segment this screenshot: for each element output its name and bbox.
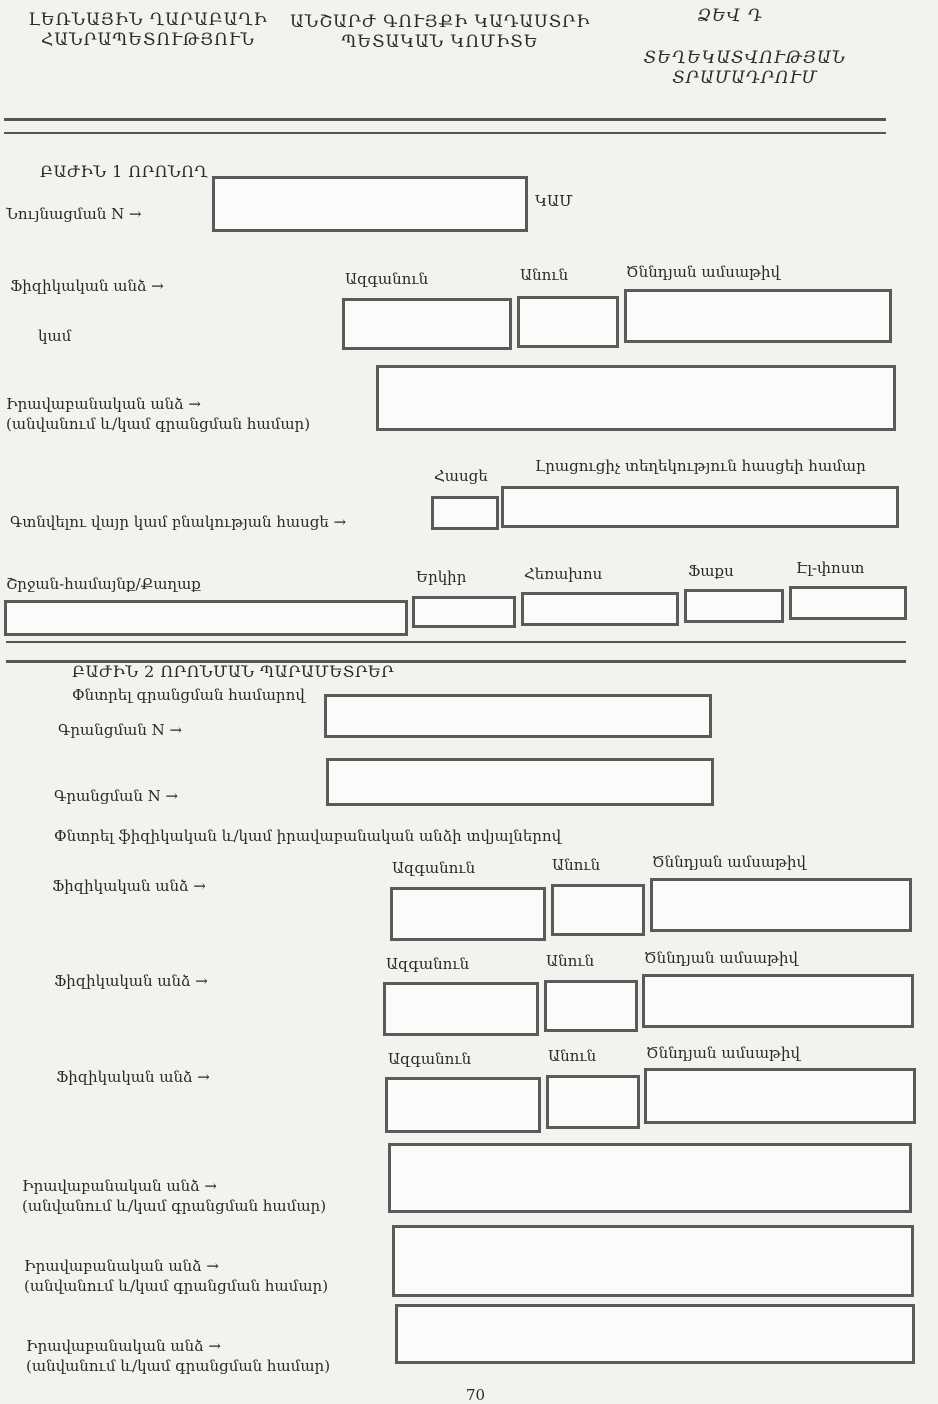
- s2-birthdate-field-2[interactable]: [642, 974, 914, 1028]
- address-extra-field[interactable]: [501, 486, 899, 528]
- section-divider-top: [6, 641, 906, 643]
- or-small-label: կամ: [38, 327, 72, 345]
- phone-field[interactable]: [521, 592, 679, 626]
- s1-legal-label: [6, 394, 310, 434]
- s1-legal-label-line2: (անվանում և/կամ գրանցման համար): [6, 415, 311, 433]
- s2-legal-label-1: [22, 1176, 326, 1216]
- s2-legal-label-2-line1: Իրավաբանական անձ →: [24, 1257, 219, 1275]
- s2-surname-field-1[interactable]: [390, 887, 546, 941]
- s2-surname-header-2: Ազգանուն: [386, 955, 470, 973]
- s2-surname-field-3[interactable]: [385, 1077, 541, 1133]
- s2-legal-label-1-line1: Իրավաբանական անձ →: [22, 1177, 217, 1195]
- page-number: 70: [466, 1386, 486, 1404]
- reg-number-field-2[interactable]: [326, 758, 714, 806]
- header-divider-bottom: [4, 132, 886, 134]
- s1-person-label: Ֆիզիկական անձ →: [10, 277, 164, 295]
- community-field[interactable]: [4, 600, 408, 636]
- form-title-line2: ՏՐԱՄԱԴՐՈՒՄ: [672, 68, 818, 88]
- s2-legal-label-3-line1: Իրավաբանական անձ →: [26, 1337, 221, 1355]
- s2-name-field-3[interactable]: [546, 1075, 640, 1129]
- s1-name-field[interactable]: [517, 296, 619, 348]
- s2-legal-label-1-line2: (անվանում և/կամ գրանցման համար): [22, 1197, 327, 1215]
- or-caps-label: ԿԱՄ: [535, 192, 573, 210]
- s2-legal-label-3-line2: (անվանում և/կամ գրանցման համար): [26, 1357, 331, 1375]
- form-code: ՁԵՎ Դ: [697, 6, 763, 26]
- id-number-field[interactable]: [212, 176, 528, 232]
- form-title: [630, 48, 860, 88]
- address-header: Հասցե: [434, 467, 488, 485]
- s2-name-field-1[interactable]: [551, 884, 645, 936]
- address-extra-header: Լրացուցիչ տեղեկություն հասցեի համար: [535, 457, 866, 475]
- issuer-country-line1: ԼԵՌՆԱՅԻՆ ՂԱՐԱԲԱՂԻ: [28, 10, 268, 30]
- s2-birthdate-header-3: Ծննդյան ամսաթիվ: [646, 1044, 800, 1062]
- s2-person-label-3: Ֆիզիկական անձ →: [56, 1068, 210, 1086]
- s2-legal-entity-field-1[interactable]: [388, 1143, 912, 1213]
- s1-birthdate-field[interactable]: [624, 289, 892, 343]
- s1-surname-header: Ազգանուն: [345, 270, 429, 288]
- section2-title: ԲԱԺԻՆ 2 ՈՐՈՆՄԱՆ ՊԱՐԱՄԵՏՐԵՐ: [72, 662, 395, 681]
- s2-name-header-1: Անուն: [552, 856, 601, 874]
- s1-surname-field[interactable]: [342, 298, 512, 350]
- issuer-agency: [290, 12, 590, 52]
- section1-title: ԲԱԺԻՆ 1 ՈՐՈՆՈՂ: [40, 162, 209, 181]
- reg-number-field-1[interactable]: [324, 694, 712, 738]
- s2-person-label-1: Ֆիզիկական անձ →: [52, 877, 206, 895]
- fax-header: Ֆաքս: [688, 562, 734, 580]
- email-header: Էլ-փոստ: [796, 559, 865, 577]
- header-divider-top: [4, 118, 886, 121]
- s2-name-header-2: Անուն: [546, 952, 595, 970]
- fax-field[interactable]: [684, 589, 784, 623]
- s2-birthdate-header-2: Ծննդյան ամսաթիվ: [644, 949, 798, 967]
- s1-birthdate-header: Ծննդյան ամսաթիվ: [626, 263, 780, 281]
- s2-legal-entity-field-3[interactable]: [395, 1304, 915, 1364]
- phone-header: Հեռախոս: [524, 565, 603, 583]
- reg-number-label-2: Գրանցման N →: [54, 787, 179, 805]
- s2-legal-label-3: [26, 1336, 330, 1376]
- issuer-country: [18, 10, 278, 50]
- s1-legal-entity-field[interactable]: [376, 365, 896, 431]
- address-field[interactable]: [431, 496, 499, 530]
- s2-surname-header-3: Ազգանուն: [388, 1050, 472, 1068]
- search-by-person-label: Փնտրել ֆիզիկական և/կամ իրավաբանական անձի տվյալներով: [54, 827, 562, 845]
- s2-birthdate-field-1[interactable]: [650, 878, 912, 932]
- form-title-line1: ՏԵՂԵԿԱՏՎՈՒԹՅԱՆ: [643, 48, 847, 68]
- s2-legal-label-2-line2: (անվանում և/կամ գրանցման համար): [24, 1277, 329, 1295]
- s2-person-label-2: Ֆիզիկական անձ →: [54, 972, 208, 990]
- s2-birthdate-header-1: Ծննդյան ամսաթիվ: [652, 853, 806, 871]
- country-field[interactable]: [412, 596, 516, 628]
- country-header: Երկիր: [416, 568, 467, 586]
- reg-number-label-1: Գրանցման N →: [58, 721, 183, 739]
- s2-name-header-3: Անուն: [548, 1047, 597, 1065]
- s2-surname-header-1: Ազգանուն: [392, 859, 476, 877]
- s2-surname-field-2[interactable]: [383, 982, 539, 1036]
- issuer-agency-line1: ԱՆՇԱՐԺ ԳՈՒՅՔԻ ԿԱԴԱՍՏՐԻ: [290, 12, 591, 32]
- s2-legal-label-2: [24, 1256, 328, 1296]
- issuer-agency-line2: ՊԵՏԱԿԱՆ ԿՈՄԻՏԵ: [341, 32, 539, 52]
- s2-name-field-2[interactable]: [544, 980, 638, 1032]
- s2-birthdate-field-3[interactable]: [644, 1068, 916, 1124]
- s2-legal-entity-field-2[interactable]: [392, 1225, 914, 1297]
- s1-legal-label-line1: Իրավաբանական անձ →: [6, 395, 201, 413]
- email-field[interactable]: [789, 586, 907, 620]
- search-by-reg-label: Փնտրել գրանցման համարով: [72, 686, 305, 704]
- issuer-country-line2: ՀԱՆՐԱՊԵՏՈՒԹՅՈՒՆ: [40, 30, 256, 50]
- id-number-label: Նույնացման N →: [6, 205, 142, 223]
- s1-name-header: Անուն: [520, 266, 569, 284]
- community-label: Շրջան-համայնք/Քաղաք: [6, 575, 201, 593]
- location-label: Գտնվելու վայր կամ բնակության հասցե →: [10, 513, 347, 531]
